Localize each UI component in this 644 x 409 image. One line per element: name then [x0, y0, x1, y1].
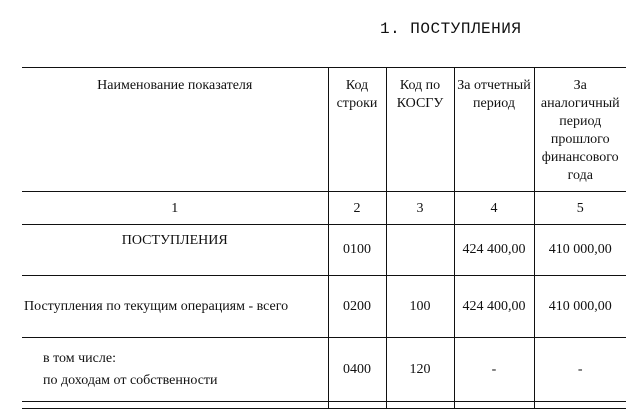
row-current-value: - — [454, 338, 534, 402]
row-name-text: ПОСТУПЛЕНИЯ — [121, 233, 228, 248]
table-header-row — [22, 68, 626, 192]
row-name-prefix: в том числе: — [43, 350, 116, 366]
row-name: Поступления по текущим операциям - всего — [22, 276, 328, 338]
row-line-code: 0400 — [328, 338, 386, 402]
header-kosgu: Код по КОСГУ — [386, 68, 454, 192]
row-current-value: 424 400,00 — [454, 276, 534, 338]
row-kosgu: 120 — [386, 338, 454, 402]
column-number-2: 2 — [328, 192, 386, 225]
table-row — [22, 225, 626, 276]
row-kosgu: 100 — [386, 276, 454, 338]
receipts-table — [22, 67, 626, 409]
column-number-4: 4 — [454, 192, 534, 225]
row-line-code: 0200 — [328, 276, 386, 338]
column-number-3: 3 — [386, 192, 454, 225]
row-name — [22, 338, 328, 402]
header-previous-period: За аналогичный период прошлого финансового года — [534, 68, 626, 192]
column-number-1: 1 — [22, 192, 328, 225]
table-row-cut-off — [22, 402, 626, 409]
row-line-code: 0100 — [328, 225, 386, 276]
column-number-5: 5 — [534, 192, 626, 225]
row-previous-value: 410 000,00 — [534, 225, 626, 276]
row-previous-value: 410 000,00 — [534, 276, 626, 338]
row-kosgu — [386, 225, 454, 276]
header-line-code: Код строки — [328, 68, 386, 192]
table-row — [22, 338, 626, 402]
header-name: Наименование показателя — [22, 68, 328, 192]
table-row — [22, 276, 626, 338]
column-numbers-row — [22, 192, 626, 225]
header-current-period: За отчетный период — [454, 68, 534, 192]
row-current-value: 424 400,00 — [454, 225, 534, 276]
row-name — [22, 225, 328, 276]
row-previous-value: - — [534, 338, 626, 402]
row-name-text: по доходам от собственности — [43, 372, 218, 388]
section-title: 1. ПОСТУПЛЕНИЯ — [380, 20, 522, 38]
